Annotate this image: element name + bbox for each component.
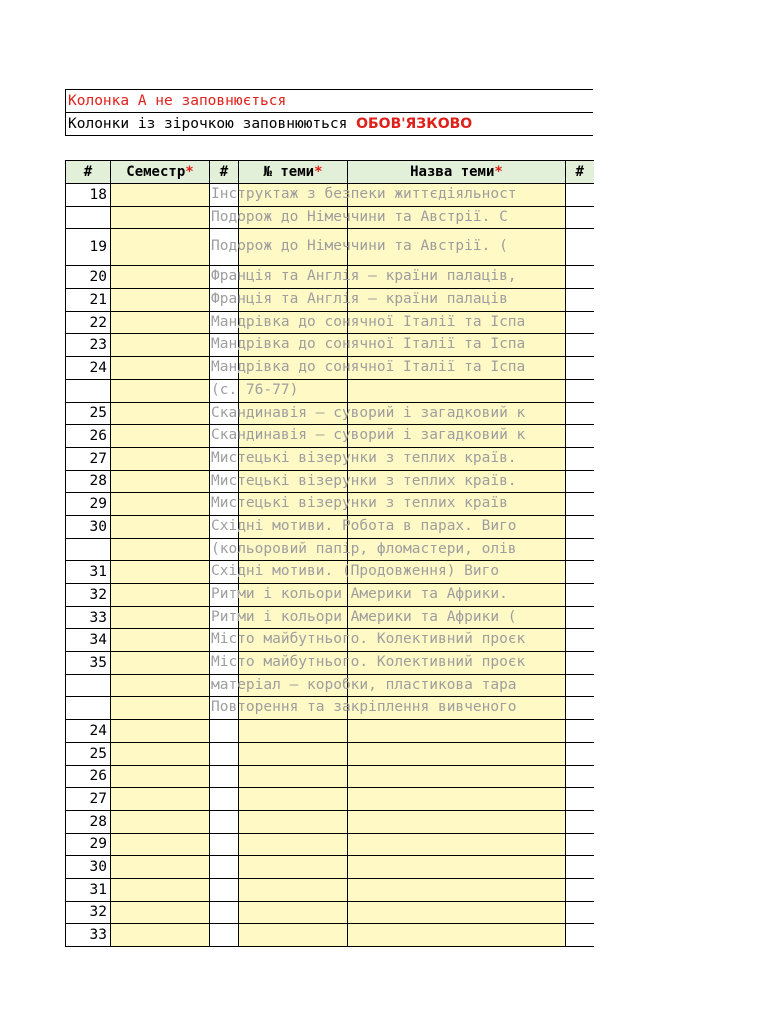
row-number-cell: 34 — [66, 629, 111, 652]
row-number-cell — [66, 697, 111, 720]
topic-number-cell[interactable] — [239, 425, 348, 448]
row-number-cell: 33 — [66, 924, 111, 947]
row-number-cell: 26 — [66, 425, 111, 448]
hash-cell[interactable] — [210, 674, 239, 697]
semester-cell[interactable] — [111, 538, 210, 561]
topic-number-cell[interactable] — [239, 742, 348, 765]
hash-cell[interactable] — [210, 652, 239, 675]
hash-cell-2[interactable] — [566, 357, 594, 380]
note-required-prefix: Колонки із зірочкою заповнюються — [68, 116, 357, 132]
table-row — [66, 311, 594, 334]
header-topic-number: № теми* — [239, 161, 348, 184]
topic-number-cell[interactable] — [239, 184, 348, 207]
row-number-cell: 19 — [66, 229, 111, 266]
semester-cell[interactable] — [111, 357, 210, 380]
topic-name-cell[interactable] — [348, 810, 566, 833]
table-row — [66, 720, 594, 743]
header-hash-2: # — [566, 161, 594, 184]
row-number-cell: 25 — [66, 742, 111, 765]
topic-text: Подорож до Німеччини та Австрії. ( — [211, 238, 508, 254]
topic-text: Ритми і кольори Америки та Африки ( — [211, 609, 517, 625]
hash-cell[interactable] — [210, 765, 239, 788]
topic-name-cell[interactable] — [348, 788, 566, 811]
row-number-cell: 24 — [66, 357, 111, 380]
topic-text: (с. 76-77) — [211, 382, 299, 398]
note-not-filled: Колонка А не заповнюється — [68, 93, 287, 109]
hash-cell-2[interactable] — [566, 606, 594, 629]
table-row — [66, 856, 594, 879]
topic-number-cell[interactable] — [239, 810, 348, 833]
hash-cell[interactable] — [210, 289, 239, 312]
topic-text: Скандинавія – суворий і загадковий к — [211, 427, 526, 443]
topic-text: Східні мотиви. (Продовження) Виго — [211, 563, 500, 579]
hash-cell-2[interactable] — [566, 788, 594, 811]
row-number-cell: 29 — [66, 493, 111, 516]
semester-cell[interactable] — [111, 742, 210, 765]
hash-cell-2[interactable] — [566, 538, 594, 561]
semester-cell[interactable] — [111, 833, 210, 856]
hash-cell[interactable] — [210, 901, 239, 924]
hash-cell-2[interactable] — [566, 924, 594, 947]
table-row — [66, 924, 594, 947]
topic-number-cell[interactable] — [239, 765, 348, 788]
semester-cell[interactable] — [111, 924, 210, 947]
hash-cell[interactable] — [210, 229, 239, 266]
row-number-cell — [66, 379, 111, 402]
hash-cell-2[interactable] — [566, 266, 594, 289]
table-row — [66, 515, 594, 538]
topic-name-cell[interactable] — [348, 606, 566, 629]
topic-number-cell[interactable] — [239, 402, 348, 425]
hash-cell[interactable] — [210, 742, 239, 765]
topic-text: Східні мотиви. Робота в парах. Виго — [211, 518, 517, 534]
row-number-cell: 20 — [66, 266, 111, 289]
topic-number-cell[interactable] — [239, 878, 348, 901]
row-number-cell: 29 — [66, 833, 111, 856]
table-row — [66, 289, 594, 312]
topic-name-cell[interactable] — [348, 493, 566, 516]
topic-text: Місто майбутнього. Колективний проєк — [211, 631, 526, 647]
topic-name-cell[interactable] — [348, 206, 566, 229]
topic-number-cell[interactable] — [239, 652, 348, 675]
hash-cell[interactable] — [210, 538, 239, 561]
hash-cell[interactable] — [210, 357, 239, 380]
topic-number-cell[interactable] — [239, 311, 348, 334]
hash-cell[interactable] — [210, 833, 239, 856]
topic-text: Мандрівка до сонячної Італії та Іспа — [211, 359, 526, 375]
semester-cell[interactable] — [111, 402, 210, 425]
hash-cell-2[interactable] — [566, 833, 594, 856]
row-number-cell: 24 — [66, 720, 111, 743]
note-required-emphasis: ОБОВ'ЯЗКОВО — [356, 116, 473, 132]
topic-name-cell[interactable] — [348, 878, 566, 901]
hash-cell[interactable] — [210, 584, 239, 607]
row-number-cell: 25 — [66, 402, 111, 425]
hash-cell[interactable] — [210, 493, 239, 516]
row-number-cell: 32 — [66, 584, 111, 607]
topic-number-cell[interactable] — [239, 447, 348, 470]
header-hash: # — [210, 161, 239, 184]
hash-cell[interactable] — [210, 924, 239, 947]
topic-name-cell[interactable] — [348, 515, 566, 538]
semester-cell[interactable] — [111, 584, 210, 607]
topic-text: Ритми і кольори Америки та Африки. — [211, 586, 508, 602]
topic-name-cell[interactable] — [348, 229, 566, 266]
table-row — [66, 206, 594, 229]
hash-cell-2[interactable] — [566, 289, 594, 312]
hash-cell[interactable] — [210, 470, 239, 493]
topic-text: Франція та Англія – країни палацiв — [211, 291, 508, 307]
header-topic-name: Назва теми* — [348, 161, 566, 184]
table-row — [66, 470, 594, 493]
semester-cell[interactable] — [111, 697, 210, 720]
semester-cell[interactable] — [111, 878, 210, 901]
semester-cell[interactable] — [111, 720, 210, 743]
hash-cell[interactable] — [210, 402, 239, 425]
hash-cell[interactable] — [210, 206, 239, 229]
semester-cell[interactable] — [111, 515, 210, 538]
topic-name-cell[interactable] — [348, 311, 566, 334]
semester-cell[interactable] — [111, 674, 210, 697]
topic-name-cell[interactable] — [348, 629, 566, 652]
topic-name-cell[interactable] — [348, 357, 566, 380]
topics-table — [65, 160, 594, 947]
semester-cell[interactable] — [111, 652, 210, 675]
row-number-cell: 26 — [66, 765, 111, 788]
table-row — [66, 266, 594, 289]
table-row — [66, 538, 594, 561]
table-row — [66, 584, 594, 607]
hash-cell-2[interactable] — [566, 470, 594, 493]
row-number-cell: 28 — [66, 470, 111, 493]
topic-name-cell[interactable] — [348, 652, 566, 675]
row-number-cell — [66, 538, 111, 561]
hash-cell-2[interactable] — [566, 206, 594, 229]
table-row — [66, 765, 594, 788]
hash-cell-2[interactable] — [566, 629, 594, 652]
topic-name-cell[interactable] — [348, 289, 566, 312]
row-number-cell: 22 — [66, 311, 111, 334]
topic-text: Повторення та закріплення вивченого — [211, 699, 517, 715]
topic-name-cell[interactable] — [348, 742, 566, 765]
table-row — [66, 229, 594, 266]
row-number-cell: 30 — [66, 515, 111, 538]
hash-cell-2[interactable] — [566, 901, 594, 924]
topic-text: Скандинавія – суворий і загадковий к — [211, 405, 526, 421]
hash-cell-2[interactable] — [566, 674, 594, 697]
topic-name-cell[interactable] — [348, 266, 566, 289]
topic-number-cell[interactable] — [239, 561, 348, 584]
topic-number-cell[interactable] — [239, 606, 348, 629]
semester-cell[interactable] — [111, 206, 210, 229]
hash-cell[interactable] — [210, 311, 239, 334]
topic-number-cell[interactable] — [239, 538, 348, 561]
instructions-box — [65, 89, 593, 136]
topic-text: Подорож до Німеччини та Австрії. С — [211, 209, 508, 225]
table-row — [66, 742, 594, 765]
hash-cell[interactable] — [210, 515, 239, 538]
hash-cell[interactable] — [210, 810, 239, 833]
table-row — [66, 878, 594, 901]
semester-cell[interactable] — [111, 379, 210, 402]
topic-number-cell[interactable] — [239, 515, 348, 538]
hash-cell-2[interactable] — [566, 311, 594, 334]
topic-name-cell[interactable] — [348, 379, 566, 402]
table-row — [66, 788, 594, 811]
hash-cell[interactable] — [210, 379, 239, 402]
semester-cell[interactable] — [111, 788, 210, 811]
topic-name-cell[interactable] — [348, 402, 566, 425]
hash-cell[interactable] — [210, 629, 239, 652]
row-number-cell: 35 — [66, 652, 111, 675]
semester-cell[interactable] — [111, 266, 210, 289]
hash-cell-2[interactable] — [566, 493, 594, 516]
row-number-cell: 21 — [66, 289, 111, 312]
table-row — [66, 493, 594, 516]
row-number-cell: 30 — [66, 856, 111, 879]
table-row — [66, 334, 594, 357]
semester-cell[interactable] — [111, 629, 210, 652]
semester-cell[interactable] — [111, 810, 210, 833]
row-number-cell: 27 — [66, 788, 111, 811]
semester-cell[interactable] — [111, 856, 210, 879]
semester-cell[interactable] — [111, 425, 210, 448]
semester-cell[interactable] — [111, 470, 210, 493]
hash-cell-2[interactable] — [566, 379, 594, 402]
hash-cell-2[interactable] — [566, 765, 594, 788]
topic-number-cell[interactable] — [239, 229, 348, 266]
hash-cell-2[interactable] — [566, 561, 594, 584]
topic-name-cell[interactable] — [348, 697, 566, 720]
hash-cell-2[interactable] — [566, 229, 594, 266]
topic-number-cell[interactable] — [239, 674, 348, 697]
hash-cell-2[interactable] — [566, 652, 594, 675]
hash-cell[interactable] — [210, 266, 239, 289]
topic-number-cell[interactable] — [239, 493, 348, 516]
hash-cell[interactable] — [210, 447, 239, 470]
topic-number-cell[interactable] — [239, 379, 348, 402]
header-num: # — [66, 161, 111, 184]
topic-number-cell[interactable] — [239, 629, 348, 652]
hash-cell-2[interactable] — [566, 720, 594, 743]
hash-cell-2[interactable] — [566, 742, 594, 765]
topic-name-cell[interactable] — [348, 901, 566, 924]
table-row — [66, 379, 594, 402]
note-line-1 — [66, 90, 594, 113]
row-number-cell: 32 — [66, 901, 111, 924]
row-number-cell — [66, 206, 111, 229]
hash-cell-2[interactable] — [566, 810, 594, 833]
topic-name-cell[interactable] — [348, 765, 566, 788]
row-number-cell: 31 — [66, 878, 111, 901]
hash-cell[interactable] — [210, 334, 239, 357]
table-row — [66, 561, 594, 584]
table-row — [66, 606, 594, 629]
topic-name-cell[interactable] — [348, 184, 566, 207]
table-row — [66, 652, 594, 675]
topic-text: Мистецькі візерунки з теплих країв. — [211, 473, 517, 489]
topic-number-cell[interactable] — [239, 357, 348, 380]
topic-name-cell[interactable] — [348, 447, 566, 470]
row-number-cell: 18 — [66, 184, 111, 207]
row-number-cell: 27 — [66, 447, 111, 470]
topic-number-cell[interactable] — [239, 206, 348, 229]
table-row — [66, 901, 594, 924]
semester-cell[interactable] — [111, 289, 210, 312]
row-number-cell: 31 — [66, 561, 111, 584]
topic-number-cell[interactable] — [239, 901, 348, 924]
topic-text: (кольоровий папір, фломастери, олів — [211, 541, 517, 557]
topic-name-cell[interactable] — [348, 924, 566, 947]
row-number-cell: 23 — [66, 334, 111, 357]
hash-cell[interactable] — [210, 561, 239, 584]
topic-name-cell[interactable] — [348, 561, 566, 584]
semester-cell[interactable] — [111, 447, 210, 470]
hash-cell[interactable] — [210, 878, 239, 901]
table-row — [66, 833, 594, 856]
row-number-cell — [66, 674, 111, 697]
topic-text: Мистецькі візерунки з теплих країв — [211, 495, 508, 511]
hash-cell-2[interactable] — [566, 584, 594, 607]
semester-cell[interactable] — [111, 765, 210, 788]
header-semester: Семестр* — [111, 161, 210, 184]
topic-text: Мандрівка до сонячної Італії та Іспа — [211, 336, 526, 352]
hash-cell-2[interactable] — [566, 334, 594, 357]
topic-text: Інструктаж з безпеки життєдіяльност — [211, 186, 517, 202]
topic-number-cell[interactable] — [239, 833, 348, 856]
hash-cell[interactable] — [210, 697, 239, 720]
topic-number-cell[interactable] — [239, 697, 348, 720]
table-row — [66, 447, 594, 470]
semester-cell[interactable] — [111, 493, 210, 516]
topic-number-cell[interactable] — [239, 584, 348, 607]
hash-cell-2[interactable] — [566, 697, 594, 720]
row-number-cell: 28 — [66, 810, 111, 833]
note-line-2 — [66, 113, 594, 136]
hash-cell-2[interactable] — [566, 515, 594, 538]
topic-text: матеріал – коробки, пластикова тара — [211, 677, 517, 693]
topic-name-cell[interactable] — [348, 856, 566, 879]
semester-cell[interactable] — [111, 606, 210, 629]
topic-number-cell[interactable] — [239, 470, 348, 493]
table-row — [66, 184, 594, 207]
row-number-cell: 33 — [66, 606, 111, 629]
hash-cell-2[interactable] — [566, 184, 594, 207]
semester-cell[interactable] — [111, 184, 210, 207]
table-row — [66, 674, 594, 697]
table-row — [66, 357, 594, 380]
topic-number-cell[interactable] — [239, 924, 348, 947]
hash-cell-2[interactable] — [566, 402, 594, 425]
topic-number-cell[interactable] — [239, 334, 348, 357]
topic-text: Місто майбутнього. Колективний проєк — [211, 654, 526, 670]
table-row — [66, 629, 594, 652]
hash-cell-2[interactable] — [566, 878, 594, 901]
hash-cell-2[interactable] — [566, 425, 594, 448]
hash-cell[interactable] — [210, 720, 239, 743]
topic-number-cell[interactable] — [239, 720, 348, 743]
hash-cell[interactable] — [210, 856, 239, 879]
header-row — [66, 161, 594, 184]
semester-cell[interactable] — [111, 901, 210, 924]
topic-text: Франція та Англія – країни палаців, — [211, 268, 517, 284]
topic-name-cell[interactable] — [348, 833, 566, 856]
hash-cell[interactable] — [210, 425, 239, 448]
topic-number-cell[interactable] — [239, 788, 348, 811]
hash-cell[interactable] — [210, 788, 239, 811]
topic-number-cell[interactable] — [239, 289, 348, 312]
table-row — [66, 810, 594, 833]
topic-name-cell[interactable] — [348, 584, 566, 607]
topic-name-cell[interactable] — [348, 674, 566, 697]
topic-name-cell[interactable] — [348, 470, 566, 493]
topic-name-cell[interactable] — [348, 538, 566, 561]
topic-text: Мандрівка до сонячної Італії та Іспа — [211, 314, 526, 330]
topic-number-cell[interactable] — [239, 856, 348, 879]
hash-cell-2[interactable] — [566, 856, 594, 879]
hash-cell[interactable] — [210, 184, 239, 207]
semester-cell[interactable] — [111, 229, 210, 266]
topic-text: Мистецькі візерунки з теплих країв. — [211, 450, 517, 466]
semester-cell[interactable] — [111, 561, 210, 584]
semester-cell[interactable] — [111, 334, 210, 357]
semester-cell[interactable] — [111, 311, 210, 334]
topic-name-cell[interactable] — [348, 425, 566, 448]
hash-cell[interactable] — [210, 606, 239, 629]
topic-number-cell[interactable] — [239, 266, 348, 289]
topic-name-cell[interactable] — [348, 334, 566, 357]
table-row — [66, 402, 594, 425]
table-row — [66, 697, 594, 720]
topic-name-cell[interactable] — [348, 720, 566, 743]
hash-cell-2[interactable] — [566, 447, 594, 470]
table-row — [66, 425, 594, 448]
